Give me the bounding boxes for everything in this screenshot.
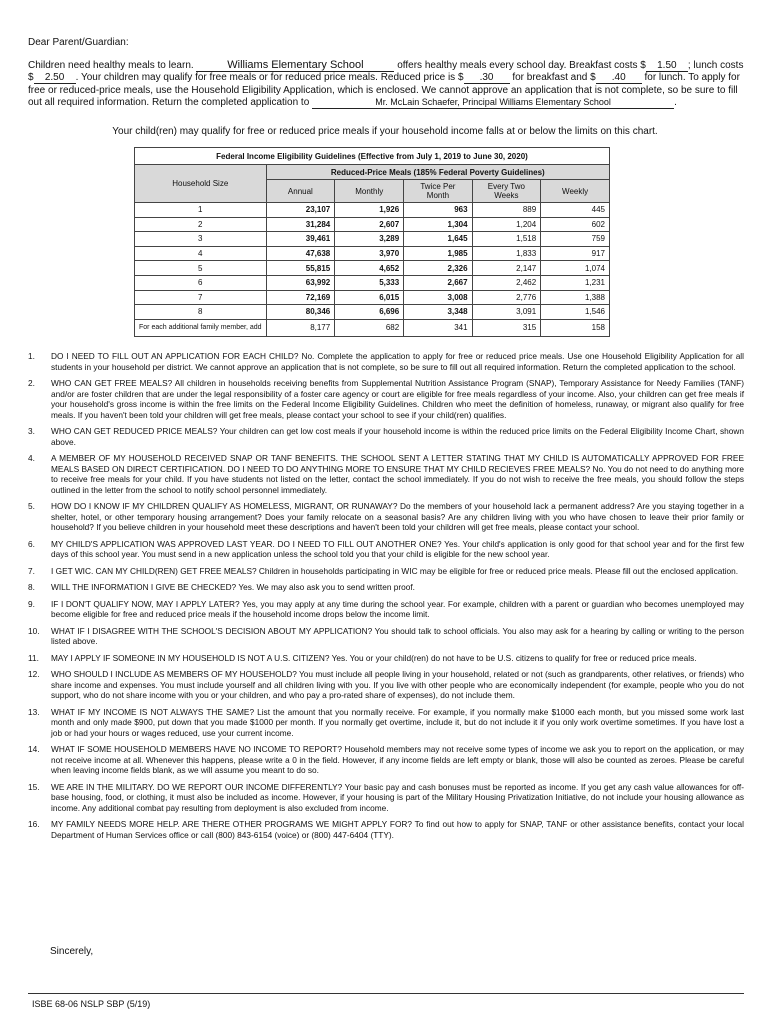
table-cell: 1,074 [541, 261, 610, 276]
household-size-cell: 6 [135, 275, 267, 290]
table-cell: 63,992 [266, 275, 335, 290]
table-cell: 341 [404, 319, 472, 336]
table-cell: 3,008 [404, 290, 472, 305]
table-cell: 963 [404, 203, 472, 218]
col-header-monthly: Monthly [335, 180, 404, 203]
table-cell: 80,346 [266, 305, 335, 320]
table-row [135, 232, 610, 247]
faq-number: 15. [28, 781, 40, 792]
intro-paragraph [28, 60, 744, 109]
col-header-annual: Annual [266, 180, 335, 203]
faq-number: 1. [28, 351, 35, 361]
table-cell: 31,284 [266, 217, 335, 232]
faq-text: WHO SHOULD I INCLUDE AS MEMBERS OF MY HOUSEHOLD? You must include all people living in your household, related or not (such as grandparents, other relatives, or friends) who share income and expenses. You must include yourself and all children living with you. If you live with other people who are economically independent (for example, people who you do not support, who do not share income with you or your children, and who pay a pro-rated share of expenses), do not include them. [51, 669, 744, 700]
household-size-cell: 1 [135, 203, 267, 218]
table-cell: 3,091 [472, 305, 541, 320]
table-row [135, 261, 610, 276]
col-header-weekly: Weekly [541, 180, 610, 203]
school-name-field[interactable]: Williams Elementary School [196, 60, 394, 72]
lunch-cost-field[interactable]: 2.50 [34, 72, 76, 84]
faq-text: MAY I APPLY IF SOMEONE IN MY HOUSEHOLD IS NOT A U.S. CITIZEN? Yes. You or your child(ren) do not have to be U.S. citizens to qualify for free or reduced price meals. [51, 652, 697, 663]
faq-item [28, 744, 744, 776]
faq-item [28, 539, 744, 560]
faq-text: WHAT IF SOME HOUSEHOLD MEMBERS HAVE NO INCOME TO REPORT? Household members may not receive some types of income we ask you to report on the application, or may not receive income at all. Whenever this happens, please write a 0 in the field. However, if any income fields are left empty or blank, those will also be counted as zeroes. Please be careful when leaving income fields blank, as we will assume you meant to do so. [51, 744, 744, 775]
faq-text: IF I DON'T QUALIFY NOW, MAY I APPLY LATER? Yes, you may apply at any time during the school year. For example, children with a parent or guardian who becomes unemployed may become eligible for free and reduced price meals if the household income drops below the income limit. [51, 598, 744, 619]
table-cell: 5,333 [335, 275, 404, 290]
faq-text: HOW DO I KNOW IF MY CHILDREN QUALIFY AS HOMELESS, MIGRANT, OR RUNAWAY? Do the members of your household lack a permanent address? Are you staying together in a shelter, hotel, or other temporary housing arrangement? Does your family relocate on a seasonal basis? Are any children living with you who have chosen to leave their prior family or household? If you believe children in your household meet these descriptions and haven't been told your children will get free meals, please contact your school. [51, 501, 744, 532]
table-cell: 1,204 [472, 217, 541, 232]
faq-list [28, 351, 744, 846]
table-cell: 1,985 [404, 246, 472, 261]
table-title: Federal Income Eligibility Guidelines (Effective from July 1, 2019 to June 30, 2020) [135, 148, 610, 165]
faq-text: WHAT IF MY INCOME IS NOT ALWAYS THE SAME? List the amount that you normally receive. For example, if you normally make $1000 each month, but you missed some work last month and only made $900, put down that you made $1000 per month. If you normally get overtime, include it, but do not include it if you only work overtime sometimes. If you have lost a job or had your hours or wages reduced, use your current income. [51, 706, 744, 738]
faq-text: WHO CAN GET FREE MEALS? All children in households receiving benefits from Supplemental Nutrition Assistance Program (SNAP), Temporary Assistance for Needy Families (TANF) and/or are foster children that are under the legal responsibility of a foster care agency or court are eligible for free meals regardless of your income. Also, your children can get free meals if your household's gross income is within the free limits on the Federal Income Eligibility Guidelines. Children who meet the definition of homeless, runaway, or migrant also qualify for free meals. If you haven't been told your children will get free meals, please contact your school to see if your child(ren) qualifies. [51, 378, 744, 420]
table-cell: 2,667 [404, 275, 472, 290]
faq-number: 10. [28, 625, 40, 636]
household-size-cell: 4 [135, 246, 267, 261]
table-row [135, 246, 610, 261]
table-cell: 1,546 [541, 305, 610, 320]
faq-text: I GET WIC. CAN MY CHILD(REN) GET FREE MEALS? Children in households participating in WIC may be eligible for free or reduced price meals. Please fill out the enclosed application. [51, 565, 739, 576]
household-size-cell: 2 [135, 217, 267, 232]
faq-number: 2. [28, 378, 35, 388]
table-cell: 1,304 [404, 217, 472, 232]
faq-number: 3. [28, 426, 35, 436]
intro-text-4: . Your children may qualify for free meals or for reduced price meals. Reduced price is $ [75, 72, 464, 84]
table-cell: 759 [541, 232, 610, 247]
table-cell: 2,462 [472, 275, 541, 290]
household-size-cell: 8 [135, 305, 267, 320]
table-cell: 889 [472, 203, 541, 218]
sincerely: Sincerely, [50, 946, 94, 957]
col-header-twice-per-month: Twice Per Month [404, 180, 472, 203]
table-cell: 3,970 [335, 246, 404, 261]
faq-text: MY CHILD'S APPLICATION WAS APPROVED LAST YEAR. DO I NEED TO FILL OUT ANOTHER ONE? Yes. Your child's application is only good for that school year and for the first few days of this school year. You must send in a new application unless the school told you that your child is eligible for the new school year. [51, 538, 744, 559]
greeting: Dear Parent/Guardian: [28, 37, 129, 48]
table-cell: 315 [472, 319, 541, 336]
table-cell: 6,696 [335, 305, 404, 320]
faq-text: DO I NEED TO FILL OUT AN APPLICATION FOR EACH CHILD? No. Complete the application to apply for free or reduced price meals. Use one Household Eligibility Application for all students in your household per district. We cannot approve an application that is not complete, so be sure to fill out all required information. Return the completed application to the school. [51, 351, 744, 372]
table-cell: 4,652 [335, 261, 404, 276]
table-cell: 158 [541, 319, 610, 336]
intro-text-3: ; lunch costs $ [28, 60, 744, 84]
table-body [135, 203, 610, 320]
faq-number: 16. [28, 819, 40, 829]
table-cell: 72,169 [266, 290, 335, 305]
faq-text: WILL THE INFORMATION I GIVE BE CHECKED? Yes. We may also ask you to send written proof. [51, 582, 415, 592]
table-cell: 602 [541, 217, 610, 232]
faq-item [28, 378, 744, 420]
intro-text-1: Children need healthy meals to learn. [28, 60, 194, 71]
faq-item [28, 653, 744, 664]
faq-item [28, 782, 744, 814]
table-cell: 445 [541, 203, 610, 218]
table-cell: 3,289 [335, 232, 404, 247]
faq-item [28, 426, 744, 447]
footer-divider [28, 993, 744, 994]
faq-number: 7. [28, 565, 35, 576]
household-size-header: Household Size [135, 165, 267, 203]
table-row [135, 275, 610, 290]
faq-item [28, 351, 744, 372]
faq-text: WE ARE IN THE MILITARY. DO WE REPORT OUR INCOME DIFFERENTLY? Your basic pay and cash bonuses must be reported as income. If you get any cash value allowances for off-base housing, food, or clothing, it must also be included as income. However, if your housing is part of the Military Housing Privatization Initiative, do not include your housing allowance as income. Any additional combat pay resulting from deployment is also excluded from income. [51, 781, 744, 813]
faq-item [28, 819, 744, 840]
table-cell: 1,645 [404, 232, 472, 247]
faq-text: WHAT IF I DISAGREE WITH THE SCHOOL'S DECISION ABOUT MY APPLICATION? You should talk to school officials. You also may ask for a hearing by calling or writing to the person listed above. [51, 625, 744, 646]
faq-text: WHO CAN GET REDUCED PRICE MEALS? Your children can get low cost meals if your household income is within the reduced price limits on the Federal Eligibility Income Chart, shown above. [51, 426, 744, 447]
table-row [135, 290, 610, 305]
intro-text-6: for lunch. To apply for free or reduced-price meals, use the Household Eligibility Application, which is enclosed. We cannot approve an application that is not complete, so be sure to fill out all required information. Return the completed application to [28, 72, 740, 108]
faq-item [28, 566, 744, 577]
faq-item [28, 707, 744, 739]
table-cell: 2,326 [404, 261, 472, 276]
table-row [135, 203, 610, 218]
table-cell: 1,231 [541, 275, 610, 290]
table-cell: 8,177 [266, 319, 335, 336]
faq-number: 11. [28, 652, 39, 663]
table-row [135, 217, 610, 232]
household-size-cell: 3 [135, 232, 267, 247]
table-cell: 1,388 [541, 290, 610, 305]
table-cell: 2,776 [472, 290, 541, 305]
form-number: ISBE 68-06 NSLP SBP (5/19) [32, 999, 151, 1009]
col-header-every-two-weeks: Every Two Weeks [472, 180, 541, 203]
reduced-breakfast-field[interactable]: .30 [464, 72, 510, 84]
table-cell: 2,607 [335, 217, 404, 232]
table-subtitle: Reduced-Price Meals (185% Federal Poverty Guidelines) [266, 165, 609, 180]
table-cell: 3,348 [404, 305, 472, 320]
faq-item [28, 669, 744, 701]
table-cell: 39,461 [266, 232, 335, 247]
chart-intro: Your child(ren) may qualify for free or reduced price meals if your household income falls at or below the limits on this chart. [112, 126, 658, 137]
faq-number: 9. [28, 598, 35, 609]
faq-item [28, 453, 744, 495]
breakfast-cost-field[interactable]: 1.50 [646, 60, 688, 72]
household-size-cell: 5 [135, 261, 267, 276]
intro-text-7: . [674, 96, 677, 108]
faq-number: 14. [28, 744, 40, 754]
intro-text-5: for breakfast and $ [512, 72, 596, 84]
table-cell: 1,926 [335, 203, 404, 218]
faq-number: 12. [28, 669, 40, 679]
faq-item [28, 501, 744, 533]
table-cell: 1,833 [472, 246, 541, 261]
table-cell: 917 [541, 246, 610, 261]
faq-number: 8. [28, 582, 35, 592]
faq-number: 4. [28, 453, 35, 463]
return-to-field[interactable]: Mr. McLain Schaefer, Principal Williams Elementary School [312, 97, 674, 109]
faq-item [28, 582, 744, 593]
table-cell: 23,107 [266, 203, 335, 218]
faq-text: MY FAMILY NEEDS MORE HELP. ARE THERE OTHER PROGRAMS WE MIGHT APPLY FOR? To find out how to apply for SNAP, TANF or other assistance benefits, contact your local Department of Human Services office or call (800) 843-6154 (voice) or (800) 447-6404 (TTY). [51, 819, 744, 840]
faq-item [28, 599, 744, 620]
faq-text: A MEMBER OF MY HOUSEHOLD RECEIVED SNAP OR TANF BENEFITS. THE SCHOOL SENT A LETTER STATING THAT MY CHILD IS AUTOMATICALLY APPROVED FOR FREE MEALS BASED ON DIRECT CERTIFICATION. DO I NEED TO DO ANYTHING MORE TO ENSURE THAT MY CHILD RECIEVES FREE MEALS? No. You do not need to do anything more to receive free meals for your child. If you have students not listed on the letter, contact the school immediately. If you do not wish to receive the free meals, you should follow the steps outlined in the letter from the school to notify school personnel immediately. [51, 453, 744, 495]
faq-item [28, 626, 744, 647]
income-eligibility-table [134, 147, 610, 337]
table-cell: 2,147 [472, 261, 541, 276]
faq-number: 6. [28, 538, 35, 549]
additional-member-label: For each additional family member, add [135, 319, 267, 336]
table-cell: 1,518 [472, 232, 541, 247]
table-cell: 6,015 [335, 290, 404, 305]
household-size-cell: 7 [135, 290, 267, 305]
table-cell: 682 [335, 319, 404, 336]
table-cell: 47,638 [266, 246, 335, 261]
faq-number: 5. [28, 501, 35, 511]
reduced-lunch-field[interactable]: .40 [596, 72, 642, 84]
intro-text-2: offers healthy meals every school day. Breakfast costs $ [397, 60, 646, 71]
faq-number: 13. [28, 706, 40, 717]
table-row [135, 305, 610, 320]
table-cell: 55,815 [266, 261, 335, 276]
additional-member-row [135, 319, 610, 336]
